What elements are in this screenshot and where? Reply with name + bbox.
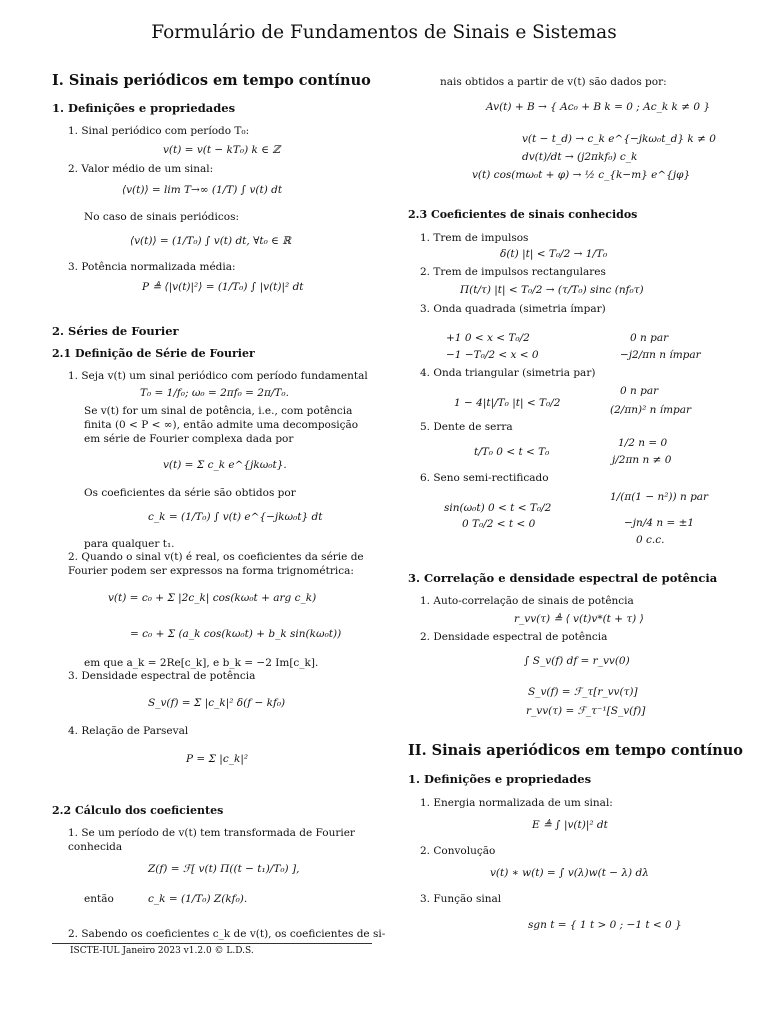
equation: j/2πn n ≠ 0 bbox=[612, 454, 672, 466]
subsection-heading: 3. Correlação e densidade espectral de potência bbox=[408, 571, 718, 585]
list-item: 3. Densidade espectral de potência bbox=[68, 670, 256, 682]
equation: E ≜ ∫ |v(t)|² dt bbox=[532, 819, 608, 831]
subsection-heading: 2.1 Definição de Série de Fourier bbox=[52, 347, 255, 360]
equation: ∫ S_v(f) df = r_vv(0) bbox=[524, 655, 630, 667]
equation: Av(t) + B → { Ac₀ + B k = 0 ; Ac_k k ≠ 0 } bbox=[486, 101, 711, 113]
list-item: 1. Sinal periódico com período T₀: bbox=[68, 125, 250, 137]
equation: ⟨v(t)⟩ = lim T→∞ (1/T) ∫ v(t) dt bbox=[122, 184, 283, 196]
equation: sgn t = { 1 t > 0 ; −1 t < 0 } bbox=[528, 919, 682, 931]
equation: t/T₀ 0 < t < T₀ bbox=[474, 446, 550, 458]
equation: 1/2 n = 0 bbox=[618, 437, 668, 449]
list-item: 3. Potência normalizada média: bbox=[68, 261, 236, 273]
footer-rule bbox=[52, 943, 372, 944]
list-item: 2. Valor médio de um sinal: bbox=[68, 163, 214, 175]
equation: v(t) = Σ c_k e^{jkω₀t}. bbox=[163, 459, 287, 471]
list-item: 2. Densidade espectral de potência bbox=[420, 631, 608, 643]
equation: δ(t) |t| < T₀/2 → 1/T₀ bbox=[500, 248, 608, 260]
subsection-heading: 2.2 Cálculo dos coeficientes bbox=[52, 804, 224, 817]
paragraph: Os coeficientes da série são obtidos por bbox=[84, 487, 296, 499]
equation: ⟨v(t)⟩ = (1/T₀) ∫ v(t) dt, ∀t₀ ∈ ℝ bbox=[130, 235, 292, 247]
equation: −1 −T₀/2 < x < 0 bbox=[446, 349, 539, 361]
paragraph: No caso de sinais periódicos: bbox=[84, 211, 240, 223]
equation: 0 n par bbox=[630, 332, 669, 344]
equation: S_v(f) = ℱ_τ[r_vv(τ)] bbox=[528, 686, 638, 698]
paragraph: nais obtidos a partir de v(t) são dados por: bbox=[440, 76, 667, 88]
subsection-heading: 2.3 Coeficientes de sinais conhecidos bbox=[408, 208, 638, 221]
paragraph: Se v(t) for um sinal de potência, i.e., com potência finita (0 < P < ∞), então admite uma decomposição em série de Fourier complexa dada por bbox=[84, 405, 359, 445]
list-item: 2. Convolução bbox=[420, 845, 496, 857]
equation: 1/(π(1 − n²)) n par bbox=[610, 491, 709, 503]
list-item: 4. Onda triangular (simetria par) bbox=[420, 367, 596, 379]
equation: S_v(f) = Σ |c_k|² δ(f − kf₀) bbox=[148, 697, 286, 709]
subsection-heading: 1. Definições e propriedades bbox=[52, 101, 236, 115]
equation: 0 n par bbox=[620, 385, 659, 397]
equation: P = Σ |c_k|² bbox=[186, 753, 249, 765]
equation: T₀ = 1/f₀; ω₀ = 2πf₀ = 2π/T₀. bbox=[140, 387, 289, 399]
equation: P ≜ ⟨|v(t)|²⟩ = (1/T₀) ∫ |v(t)|² dt bbox=[142, 281, 304, 293]
list-item: 1. Auto-correlação de sinais de potência bbox=[420, 595, 634, 607]
equation: v(t) = c₀ + Σ |2c_k| cos(kω₀t + arg c_k) bbox=[108, 592, 317, 604]
paragraph: então bbox=[84, 893, 114, 905]
subsection-heading: 2. Séries de Fourier bbox=[52, 324, 179, 338]
equation: v(t) ∗ w(t) = ∫ v(λ)w(t − λ) dλ bbox=[490, 867, 649, 879]
paragraph: para qualquer t₁. bbox=[84, 538, 175, 550]
subsection-heading: 1. Definições e propriedades bbox=[408, 772, 592, 786]
list-item: 1. Se um período de v(t) tem transformada de Fourier conhecida bbox=[68, 827, 355, 853]
list-item: 6. Seno semi-rectificado bbox=[420, 472, 549, 484]
list-item: 2. Trem de impulsos rectangulares bbox=[420, 266, 606, 278]
list-item: 1. Energia normalizada de um sinal: bbox=[420, 797, 613, 809]
list-item: 5. Dente de serra bbox=[420, 421, 513, 433]
equation: r_vv(τ) ≜ ⟨ v(t)v*(t + τ) ⟩ bbox=[514, 613, 644, 625]
equation: Π(t/τ) |t| < T₀/2 → (τ/T₀) sinc (nf₀τ) bbox=[460, 284, 644, 296]
list-item: 1. Seja v(t) um sinal periódico com período fundamental bbox=[68, 370, 368, 382]
paragraph: em que a_k = 2Re[c_k], e b_k = −2 Im[c_k]. bbox=[84, 657, 319, 669]
section-heading: II. Sinais aperiódicos em tempo contínuo bbox=[408, 742, 743, 759]
equation: 0 T₀/2 < t < 0 bbox=[462, 518, 536, 530]
footer: ISCTE-IUL Janeiro 2023 v1.2.0 © L.D.S. bbox=[70, 946, 254, 956]
list-item: 2. Quando o sinal v(t) é real, os coeficientes da série de Fourier podem ser expressos na forma trignométrica: bbox=[68, 551, 364, 577]
list-item: 1. Trem de impulsos bbox=[420, 232, 529, 244]
equation: Z(f) = ℱ[ v(t) Π((t − t₁)/T₀) ], bbox=[148, 863, 300, 875]
equation: c_k = (1/T₀) ∫ v(t) e^{−jkω₀t} dt bbox=[148, 511, 323, 523]
equation: v(t) cos(mω₀t + φ) → ½ c_{k−m} e^{jφ} bbox=[472, 169, 691, 181]
equation: v(t) = v(t − kT₀) k ∈ ℤ bbox=[163, 144, 281, 156]
equation: c_k = (1/T₀) Z(kf₀). bbox=[148, 893, 248, 905]
equation: dv(t)/dt → (j2πkf₀) c_k bbox=[522, 151, 638, 163]
equation: 0 c.c. bbox=[636, 534, 665, 546]
page-title: Formulário de Fundamentos de Sinais e Sistemas bbox=[151, 22, 617, 43]
equation: −jn/4 n = ±1 bbox=[624, 517, 695, 529]
list-item: 2. Sabendo os coeficientes c_k de v(t), os coeficientes de si- bbox=[68, 928, 386, 940]
list-item: 3. Onda quadrada (simetria ímpar) bbox=[420, 303, 606, 315]
equation: (2/πn)² n ímpar bbox=[610, 404, 692, 416]
list-item: 4. Relação de Parseval bbox=[68, 725, 189, 737]
equation: −j2/πn n ímpar bbox=[620, 349, 701, 361]
list-item: 3. Função sinal bbox=[420, 893, 502, 905]
section-heading: I. Sinais periódicos em tempo contínuo bbox=[52, 72, 371, 89]
equation: 1 − 4|t|/T₀ |t| < T₀/2 bbox=[454, 397, 561, 409]
equation: v(t − t_d) → c_k e^{−jkω₀t_d} k ≠ 0 bbox=[522, 133, 716, 145]
equation: = c₀ + Σ (a_k cos(kω₀t) + b_k sin(kω₀t)) bbox=[130, 628, 342, 640]
equation: sin(ω₀t) 0 < t < T₀/2 bbox=[444, 502, 552, 514]
equation: r_vv(τ) = ℱ_τ⁻¹[S_v(f)] bbox=[526, 705, 646, 717]
equation: +1 0 < x < T₀/2 bbox=[446, 332, 530, 344]
